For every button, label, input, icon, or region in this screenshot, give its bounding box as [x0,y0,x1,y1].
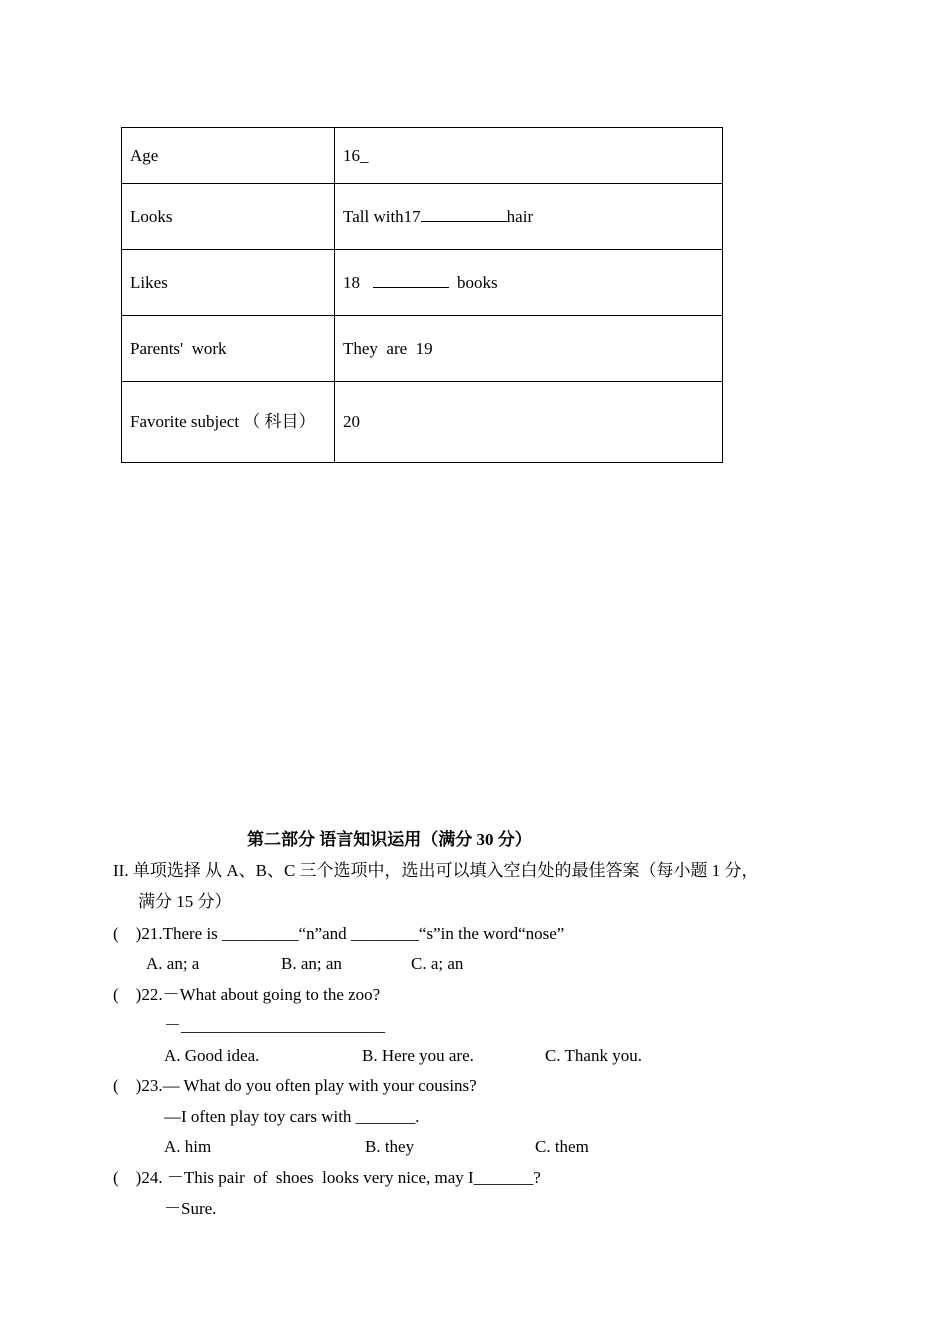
question-21-option-b: B. an; an [281,954,342,973]
cell-label: Age [122,128,335,184]
section-heading: 第二部分 语言知识运用（满分 30 分） [247,830,532,849]
cell-value: They are 19 [335,316,723,382]
cell-value: 20 [335,382,723,463]
cell-label: Parents' work [122,316,335,382]
answer-blank [421,207,507,222]
question-21-option-a: A. an; a [146,954,200,973]
question-22-stem: ( )22.－What about going to the zoo? [113,985,381,1004]
cell-value: 16_ [335,128,723,184]
instruction-line-2: 满分 15 分） [138,892,232,911]
answer-blank [373,273,449,288]
cell-value [335,250,723,316]
question-22-option-b: B. Here you are. [362,1046,474,1065]
question-23-option-b: B. they [365,1137,415,1156]
value-prefix: Tall with17 [343,206,421,226]
instruction-line-1: II. 单项选择 从 A、B、C 三个选项中，选出可以填入空白处的最佳答案（每小题 1 分， [113,861,759,880]
cell-label: Favorite subject （ 科目） [122,382,335,463]
cell-label: Likes [122,250,335,316]
question-21-stem: ( )21.There is _________“n”and ________“s”in the word“nose” [113,924,565,943]
question-24-response: －Sure. [164,1199,217,1218]
table-row-age [122,128,723,184]
question-23-option-a: A. him [164,1137,212,1156]
question-22-option-c: C. Thank you. [545,1046,642,1065]
question-24-stem: ( )24. －This pair of shoes looks very nice, may I_______? [113,1168,541,1187]
cell-value [335,184,723,250]
question-22-response: －________________________ [164,1016,385,1035]
table-row-favorite-subject [122,382,723,463]
value-suffix: hair [506,206,534,226]
question-23-response: —I often play toy cars with _______. [164,1107,420,1126]
question-21-option-c: C. a; an [411,954,464,973]
value-prefix: 18 [343,272,369,292]
table-row-likes [122,250,723,316]
table-row-parents-work [122,316,723,382]
cell-label: Looks [122,184,335,250]
value-suffix: books [448,272,498,292]
question-23-option-c: C. them [535,1137,589,1156]
question-23-stem: ( )23.— What do you often play with your cousins? [113,1076,477,1095]
question-22-option-a: A. Good idea. [164,1046,260,1065]
info-table [121,127,723,463]
table-row-looks [122,184,723,250]
